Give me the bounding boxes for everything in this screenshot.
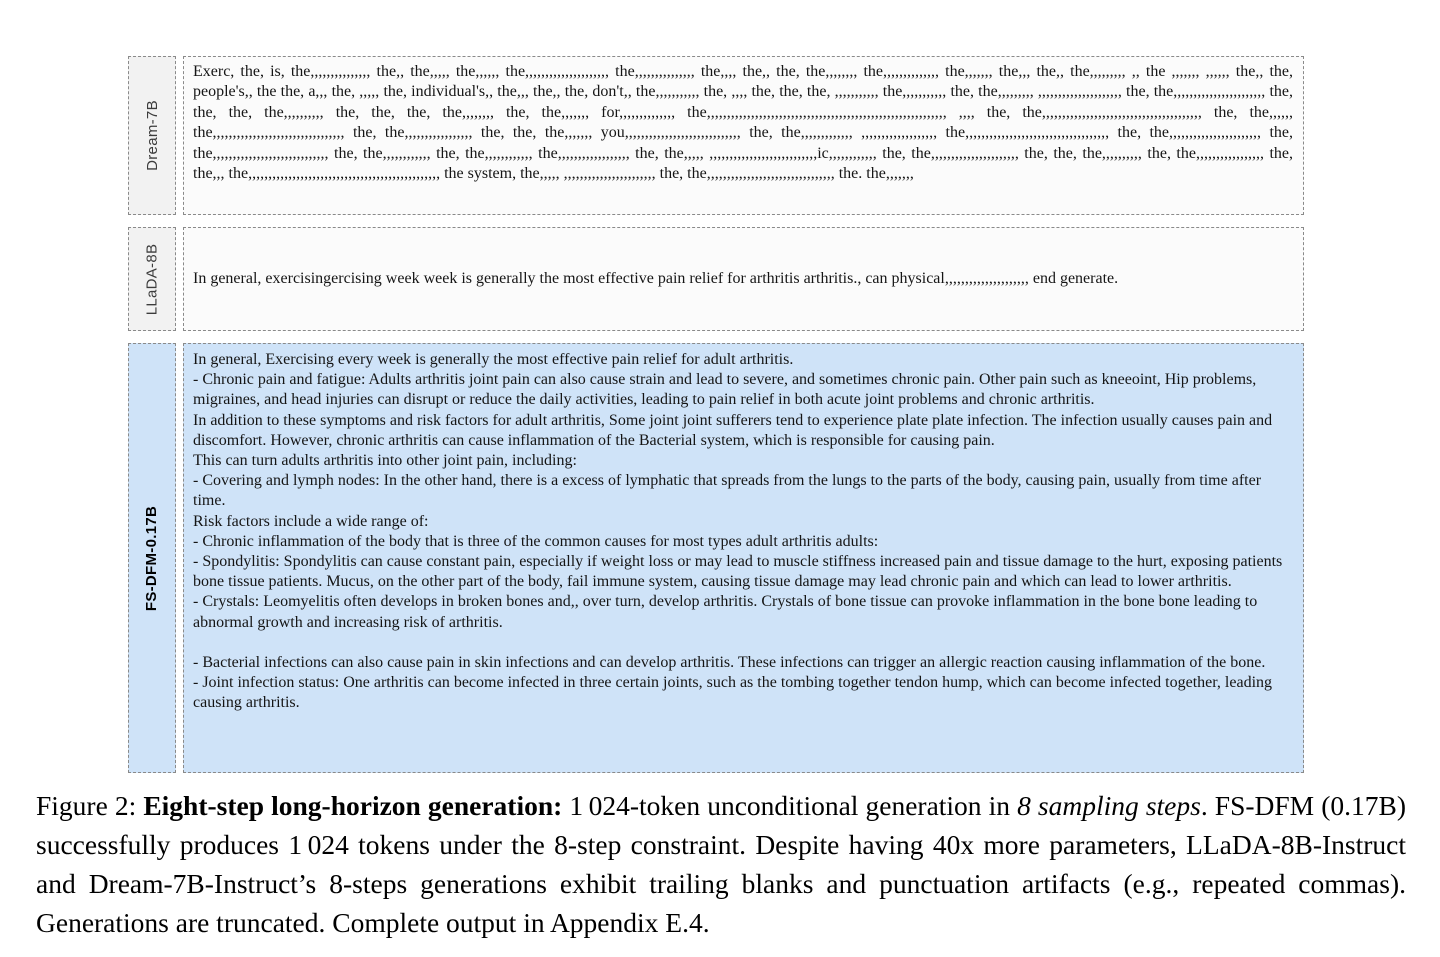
caption-bold-title: Eight-step long-horizon generation:: [143, 790, 563, 821]
generated-paragraph: - Bacterial infections can also cause pain in skin infections and can develop arthritis. These infections can trigger an allergic reaction causing inflammation of the bone.: [193, 654, 1266, 672]
generated-paragraph: - Joint infection status: One arthritis can become infected in three certain joints, such as the tombing together tendon hump, which can become infected together, leading causing arthritis.: [193, 674, 1273, 712]
figure-caption: [36, 786, 1406, 942]
model-label-box-dream-7b: [128, 56, 176, 215]
generation-text-llada-8b: In general, exercisingercising week week is generally the most effective pain relief for arthritis arthritis., can physical,,,,,,,,,,,,,,,,,,,,, end generate.: [193, 269, 1119, 287]
generation-text-dream-7b: Exerc, the, is, the,,,,,,,,,,,,,,, the,, the,,,,, the,,,,,, the,,,,,,,,,,,,,,,,,,,,, the,,,,,,,,,,,,,,, the,,,, the,, the, the,,,,,,,, the,,,,,,,,,,,,,, the,,,,,,, the,,, the,, the,,,,,,,,, ,, the ,,,,,,, ,,,,,, the,, the, people's,, the the, a,,, the, ,,,,, the, individual's,, the,,, the,, the, don't,, the,,,,,,,,,,, the, ,,,, the, the, the, ,,,,,,,,,,, the,,,,,,,,,,, the, the,,,,,,,,, ,,,,,,,,,,,,,,,,,,,,, the, the,,,,,,,,,,,,,,,,,,,,,,, the, the, the, the,,,,,,,,,, the, the, the, the,,,,,,,, the, the,,,,,,, for,,,,,,,,,,,,,, the,,,,,,,,,,,,,,,,,,,,,,,,,,,,,,,,,,,,,,,,,,,,,,,,,,,,,,,,,,,, ,,,, the, the,,,,,,,,,,,,,,,,,,,,,,,,,,,,,,,,,,,,,,,, the, the,,,,,, the,,,,,,,,,,,,,,,,,,,,,,,,,,,,,,,,, the, the,,,,,,,,,,,,,,,,, the, the, the,,,,,,, you,,,,,,,,,,,,,,,,,,,,,,,,,,,,, the, the,,,,,,,,,,,,, ,,,,,,,,,,,,,,,,,,, the,,,,,,,,,,,,,,,,,,,,,,,,,,,,,,,,,,,, the, the,,,,,,,,,,,,,,,,,,,,,,, the, the,,,,,,,,,,,,,,,,,,,,,,,,,,,,, the, the,,,,,,,,,,,, the, the,,,,,,,,,,,, the,,,,,,,,,,,,,,,,,, the, the,,,,, ,,,,,,,,,,,,,,,,,,,,,,,,,,,ic,,,,,,,,,,,, the, the,,,,,,,,,,,,,,,,,,,,,, the, the, the,,,,,,,,,, the, the,,,,,,,,,,,,,,,,, the, the,,, the,,,,,,,,,,,,,,,,,,,,,,,,,,,,,,,,,,,,,,,,,,,,,,,, the system, the,,,,, ,,,,,,,,,,,,,,,,,,,,,,, the, the,,,,,,,,,,,,,,,,,,,,,,,,,,,,,,,, the. the,,,,,,,: [193, 63, 1293, 183]
caption-italic-phrase: 8 sampling steps: [1017, 790, 1201, 821]
model-label-fs-dfm: FS-DFM-0.17B: [143, 505, 161, 611]
generated-paragraph: Risk factors include a wide range of:: [193, 512, 429, 530]
model-label-llada-8b: LLaDA-8B: [143, 243, 161, 315]
generated-paragraph: In addition to these symptoms and risk factors for adult arthritis, Some joint joint sufferers tend to experience plate plate infection. The infection usually causes pain and discomfort. However, chronic arthritis can cause inflammation of the Bacterial system, which is responsible for causing pain.: [193, 411, 1273, 449]
generation-row-fs-dfm: [128, 343, 1304, 773]
figure-number: Figure 2:: [36, 790, 144, 821]
generated-paragraph: - Chronic inflammation of the body that is three of the common causes for most types adult arthritis adults:: [193, 532, 879, 550]
generated-paragraph: - Spondylitis: Spondylitis can cause constant pain, especially if weight loss or may lead to muscle stiffness increased pain and tissue damage to the hurt, exposing patients bone tissue patients. Mucus, on the other part of the body, fail immune system, causing tissue damage may lead chronic pain and which can lead to lower arthritis.: [193, 553, 1283, 591]
model-label-dream-7b: Dream-7B: [143, 100, 161, 171]
figure-2-panel: [128, 56, 1304, 785]
generated-paragraph: - Covering and lymph nodes: In the other hand, there is a excess of lymphatic that spreads from the lungs to the parts of the body, causing pain, usually from time after time.: [193, 472, 1262, 510]
caption-body-2: . FS-DFM (0.17B) successfully produces 1 024 tokens under the 8-step constraint. Despite having 40x more parameters, LLaDA-8B-Instruct and Dream-7B-Instruct’s 8-steps generations exhibit trailing blanks and punctuation artifacts (e.g., repeated commas). Generations are truncated. Complete output in Appendix E.4.: [36, 790, 1406, 938]
generated-paragraph: This can turn adults arthritis into other joint pain, including:: [193, 452, 577, 470]
generation-row-llada-8b: [128, 227, 1304, 331]
generation-output-box-fs-dfm: [183, 343, 1304, 773]
generated-paragraph: [193, 633, 1293, 653]
model-label-box-llada-8b: [128, 227, 176, 331]
generation-output-box-llada-8b: [183, 227, 1304, 331]
caption-body-1: 1 024-token unconditional generation in: [562, 790, 1018, 821]
generated-paragraph: - Crystals: Leomyelitis often develops in broken bones and,, over turn, develop arthritis. Crystals of bone tissue can provoke inflammation in the bone bone leading to abnormal growth and increasing risk of arthritis.: [193, 593, 1258, 631]
generated-paragraph: In general, Exercising every week is generally the most effective pain relief for adult arthritis.: [193, 351, 794, 368]
generated-paragraph: - Chronic pain and fatigue: Adults arthritis joint pain can also cause strain and lead to severe, and sometimes chronic pain. Other pain such as kneeoint, Hip problems, migraines, and head injuries can disrupt or reduce the daily activities, leading to pain relief in both acute joint problems and chronic arthritis.: [193, 371, 1257, 409]
model-label-box-fs-dfm: [128, 343, 176, 773]
generation-output-box-dream-7b: [183, 56, 1304, 215]
generation-row-dream-7b: [128, 56, 1304, 215]
